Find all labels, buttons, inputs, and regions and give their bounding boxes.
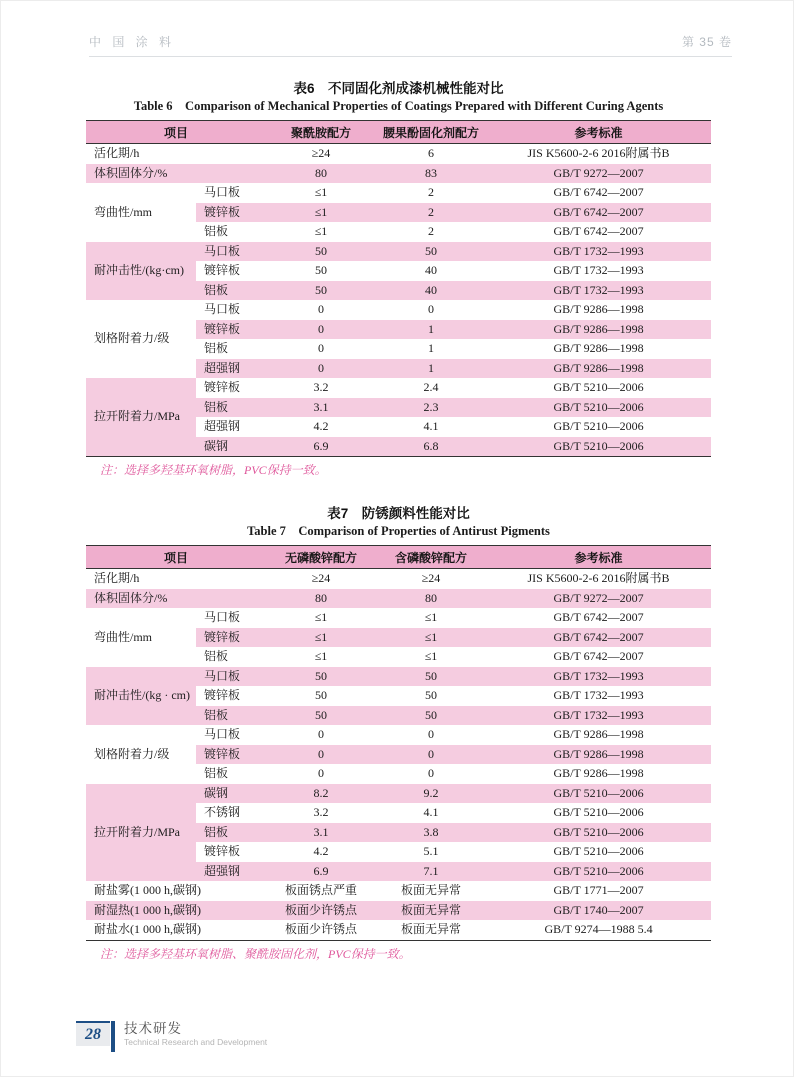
value-cell: 50 — [315, 263, 328, 277]
table-row — [86, 183, 711, 203]
value-cell: ≤1 — [424, 649, 438, 663]
value-cell: 7.1 — [376, 862, 486, 882]
reference-cell: GB/T 1732—1993 — [553, 263, 644, 277]
substrate-cell: 马口板 — [196, 667, 266, 687]
table7-title-zh: 表7 防锈颜料性能对比 — [327, 506, 470, 521]
substrate-cell: 碳钢 — [196, 437, 266, 457]
substrate-cell: 镀锌板 — [196, 320, 266, 340]
column-header-formula1: 聚酰胺配方 — [266, 121, 376, 144]
value-cell: 板面少许锈点 — [285, 922, 358, 936]
reference-cell: GB/T 1732—1993 — [486, 667, 711, 687]
reference-cell: GB/T 1732—1993 — [486, 242, 711, 262]
table-row — [86, 378, 711, 398]
value-cell: 板面少许锈点 — [266, 901, 376, 921]
reference-cell: GB/T 5210—2006 — [553, 419, 644, 433]
reference-cell: GB/T 5210—2006 — [486, 862, 711, 882]
reference-cell: JIS K5600-2-6 2016附属书B — [527, 571, 670, 585]
row-label: 耐湿热(1 000 h,碳钢) — [86, 901, 266, 921]
value-cell: 2 — [428, 185, 435, 199]
value-cell: 0 — [318, 727, 325, 741]
value-cell: 3.2 — [313, 380, 329, 394]
reference-cell: GB/T 1732—1993 — [486, 281, 711, 301]
table7-header-row — [86, 546, 711, 569]
reference-cell: GB/T 1732—1993 — [486, 706, 711, 726]
substrate-cell: 超强钢 — [196, 359, 266, 379]
value-cell: 80 — [266, 164, 376, 184]
reference-cell: GB/T 9286—1998 — [553, 727, 644, 741]
table-row — [86, 164, 711, 184]
value-cell: 50 — [376, 706, 486, 726]
row-group-label: 划格附着力/级 — [94, 331, 170, 346]
substrate-cell: 马口板 — [204, 302, 241, 316]
value-cell: 50 — [315, 688, 328, 702]
value-cell: 3.1 — [266, 823, 376, 843]
column-header-item: 项目 — [86, 546, 266, 569]
reference-cell: GB/T 9286—1998 — [553, 341, 644, 355]
value-cell: ≤1 — [266, 628, 376, 648]
reference-cell: GB/T 1732—1993 — [553, 688, 644, 702]
value-cell: 4.2 — [313, 844, 329, 858]
value-cell: 0 — [318, 302, 325, 316]
substrate-cell: 铝板 — [204, 766, 229, 780]
page-footer — [76, 1021, 267, 1052]
substrate-cell: 马口板 — [204, 727, 241, 741]
row-group-label: 耐冲击性/(kg·cm) — [86, 242, 196, 301]
reference-cell: GB/T 5210—2006 — [486, 437, 711, 457]
reference-cell: GB/T 1771—2007 — [553, 883, 644, 897]
substrate-cell: 铝板 — [196, 281, 266, 301]
substrate-cell: 镀锌板 — [196, 628, 266, 648]
reference-cell: GB/T 5210—2006 — [486, 823, 711, 843]
value-cell: 50 — [266, 706, 376, 726]
table6-body — [86, 144, 711, 457]
reference-cell: GB/T 6742—2007 — [553, 649, 644, 663]
table-row — [86, 300, 711, 320]
value-cell: 50 — [266, 667, 376, 687]
table6-title-en: Table 6 Comparison of Mechanical Properties of Coatings Prepared with Different Curing Agents — [133, 99, 664, 113]
value-cell: 83 — [376, 164, 486, 184]
value-cell: ≥24 — [421, 571, 441, 585]
value-cell: ≤1 — [424, 610, 438, 624]
reference-cell: GB/T 5210—2006 — [486, 784, 711, 804]
table6-note: 注：选择多羟基环氧树脂，PVC保持一致。 — [100, 463, 327, 477]
table-row — [86, 881, 711, 901]
substrate-cell: 镀锌板 — [196, 203, 266, 223]
value-cell: 50 — [266, 281, 376, 301]
value-cell: 板面锈点严重 — [285, 883, 358, 897]
substrate-cell: 超强钢 — [204, 419, 241, 433]
row-group-label: 拉开附着力/MPa — [86, 784, 196, 882]
row-label: 体积固体分/% — [86, 589, 266, 609]
value-cell: 2.4 — [423, 380, 439, 394]
column-header-item: 项目 — [86, 121, 266, 144]
table-row — [86, 725, 711, 745]
value-cell: 50 — [376, 667, 486, 687]
row-group-label: 弯曲性/mm — [94, 204, 153, 219]
value-cell: 2 — [376, 203, 486, 223]
table-row — [86, 242, 711, 262]
table6-header-row — [86, 121, 711, 144]
table-row — [86, 608, 711, 628]
row-label: 耐盐雾(1 000 h,碳钢) — [94, 883, 201, 897]
table-row — [86, 920, 711, 940]
value-cell: 0 — [266, 320, 376, 340]
value-cell: 0 — [318, 341, 325, 355]
substrate-cell: 铝板 — [196, 398, 266, 418]
substrate-cell: 镀锌板 — [204, 688, 241, 702]
substrate-cell: 镀锌板 — [204, 380, 241, 394]
row-label: 活化期/h — [94, 146, 140, 160]
value-cell: 4.1 — [423, 419, 439, 433]
substrate-cell: 马口板 — [196, 242, 266, 262]
reference-cell: GB/T 6742—2007 — [553, 185, 644, 199]
value-cell: ≤1 — [314, 649, 328, 663]
value-cell: 50 — [266, 242, 376, 262]
substrate-cell: 铝板 — [196, 823, 266, 843]
reference-cell: GB/T 1740—2007 — [486, 901, 711, 921]
column-header-formula2: 含磷酸锌配方 — [376, 546, 486, 569]
reference-cell: GB/T 9286—1998 — [486, 320, 711, 340]
value-cell: 80 — [376, 589, 486, 609]
value-cell: 0 — [318, 766, 325, 780]
row-label: 活化期/h — [94, 571, 140, 585]
substrate-cell: 镀锌板 — [204, 844, 241, 858]
value-cell: 1 — [428, 341, 435, 355]
table7-body — [86, 569, 711, 941]
value-cell: ≤1 — [266, 203, 376, 223]
table7-title-en: Table 7 Comparison of Properties of Antirust Pigments — [247, 524, 550, 538]
table-row — [86, 901, 711, 921]
substrate-cell: 镀锌板 — [204, 263, 241, 277]
running-head — [89, 33, 732, 57]
substrate-cell: 铝板 — [204, 341, 229, 355]
substrate-cell: 铝板 — [196, 706, 266, 726]
table-row — [86, 569, 711, 589]
page-number: 28 — [76, 1021, 110, 1046]
reference-cell: GB/T 9286—1998 — [486, 359, 711, 379]
value-cell: 6.9 — [266, 862, 376, 882]
substrate-cell: 碳钢 — [196, 784, 266, 804]
value-cell: ≥24 — [311, 146, 331, 160]
reference-cell: GB/T 6742—2007 — [553, 224, 644, 238]
value-cell: 8.2 — [266, 784, 376, 804]
value-cell: 3.8 — [376, 823, 486, 843]
value-cell: 6 — [428, 146, 435, 160]
reference-cell: GB/T 9286—1998 — [486, 745, 711, 765]
value-cell: 0 — [428, 727, 435, 741]
value-cell: 50 — [425, 688, 438, 702]
substrate-cell: 铝板 — [204, 649, 229, 663]
reference-cell: GB/T 5210—2006 — [553, 380, 644, 394]
value-cell: 4.2 — [313, 419, 329, 433]
column-header-formula2: 腰果酚固化剂配方 — [376, 121, 486, 144]
table-row — [86, 667, 711, 687]
substrate-cell: 镀锌板 — [196, 745, 266, 765]
value-cell: 3.2 — [313, 805, 329, 819]
value-cell: ≤1 — [376, 628, 486, 648]
row-group-label: 划格附着力/级 — [94, 746, 170, 761]
value-cell: 9.2 — [376, 784, 486, 804]
table-row — [86, 589, 711, 609]
reference-cell: GB/T 9272—2007 — [486, 589, 711, 609]
reference-cell: GB/T 6742—2007 — [553, 610, 644, 624]
column-header-reference: 参考标准 — [486, 121, 711, 144]
row-group-label: 弯曲性/mm — [94, 629, 153, 644]
reference-cell: GB/T 5210—2006 — [486, 398, 711, 418]
substrate-cell: 超强钢 — [196, 862, 266, 882]
reference-cell: GB/T 9286—1998 — [553, 766, 644, 780]
table7-note: 注：选择多羟基环氧树脂、聚酰胺固化剂，PVC保持一致。 — [100, 946, 411, 961]
volume-label: 第 35 卷 — [681, 35, 732, 49]
value-cell: 板面无异常 — [401, 883, 462, 897]
table7-section — [86, 506, 711, 962]
value-cell: 5.1 — [423, 844, 439, 858]
value-cell: 50 — [376, 242, 486, 262]
substrate-cell: 铝板 — [204, 224, 229, 238]
value-cell: 3.1 — [266, 398, 376, 418]
value-cell: 0 — [376, 745, 486, 765]
reference-cell: GB/T 5210—2006 — [553, 805, 644, 819]
value-cell: 1 — [376, 320, 486, 340]
value-cell: 板面无异常 — [401, 922, 462, 936]
reference-cell: JIS K5600-2-6 2016附属书B — [527, 146, 670, 160]
reference-cell: GB/T 9274—1988 5.4 — [544, 922, 653, 936]
reference-cell: GB/T 5210—2006 — [553, 844, 644, 858]
footer-section — [124, 1021, 267, 1048]
journal-name: 中 国 涂 料 — [89, 35, 176, 49]
footer-accent-bar — [111, 1021, 115, 1052]
table6-title-zh: 表6 不同固化剂成漆机械性能对比 — [293, 81, 504, 96]
reference-cell: GB/T 9286—1998 — [553, 302, 644, 316]
value-cell: 0 — [428, 766, 435, 780]
column-header-formula1: 无磷酸锌配方 — [266, 546, 376, 569]
value-cell: ≤1 — [314, 224, 328, 238]
substrate-cell: 不锈钢 — [204, 805, 241, 819]
value-cell: 1 — [376, 359, 486, 379]
column-header-reference: 参考标准 — [486, 546, 711, 569]
value-cell: 0 — [266, 745, 376, 765]
value-cell: 4.1 — [423, 805, 439, 819]
table6 — [86, 120, 711, 457]
value-cell: ≤1 — [314, 610, 328, 624]
value-cell: 0 — [266, 359, 376, 379]
value-cell: 40 — [425, 263, 438, 277]
value-cell: 2.3 — [376, 398, 486, 418]
section-title-zh: 技术研发 — [124, 1021, 182, 1036]
page-content — [86, 81, 711, 962]
reference-cell: GB/T 6742—2007 — [486, 628, 711, 648]
reference-cell: GB/T 9272—2007 — [486, 164, 711, 184]
table-row — [86, 784, 711, 804]
table-row — [86, 144, 711, 164]
row-label: 体积固体分/% — [86, 164, 266, 184]
reference-cell: GB/T 6742—2007 — [486, 203, 711, 223]
row-group-label: 耐冲击性/(kg · cm) — [86, 667, 196, 726]
value-cell: 板面无异常 — [376, 901, 486, 921]
table7 — [86, 545, 711, 941]
value-cell: ≤1 — [314, 185, 328, 199]
substrate-cell: 马口板 — [204, 610, 241, 624]
value-cell: 6.8 — [376, 437, 486, 457]
value-cell: 6.9 — [266, 437, 376, 457]
value-cell: 2 — [428, 224, 435, 238]
section-title-en: Technical Research and Development — [124, 1037, 268, 1047]
row-label: 耐盐水(1 000 h,碳钢) — [94, 922, 201, 936]
substrate-cell: 马口板 — [204, 185, 241, 199]
value-cell: 0 — [428, 302, 435, 316]
row-group-label: 拉开附着力/MPa — [86, 378, 196, 457]
value-cell: ≥24 — [311, 571, 331, 585]
value-cell: 40 — [376, 281, 486, 301]
value-cell: 80 — [266, 589, 376, 609]
